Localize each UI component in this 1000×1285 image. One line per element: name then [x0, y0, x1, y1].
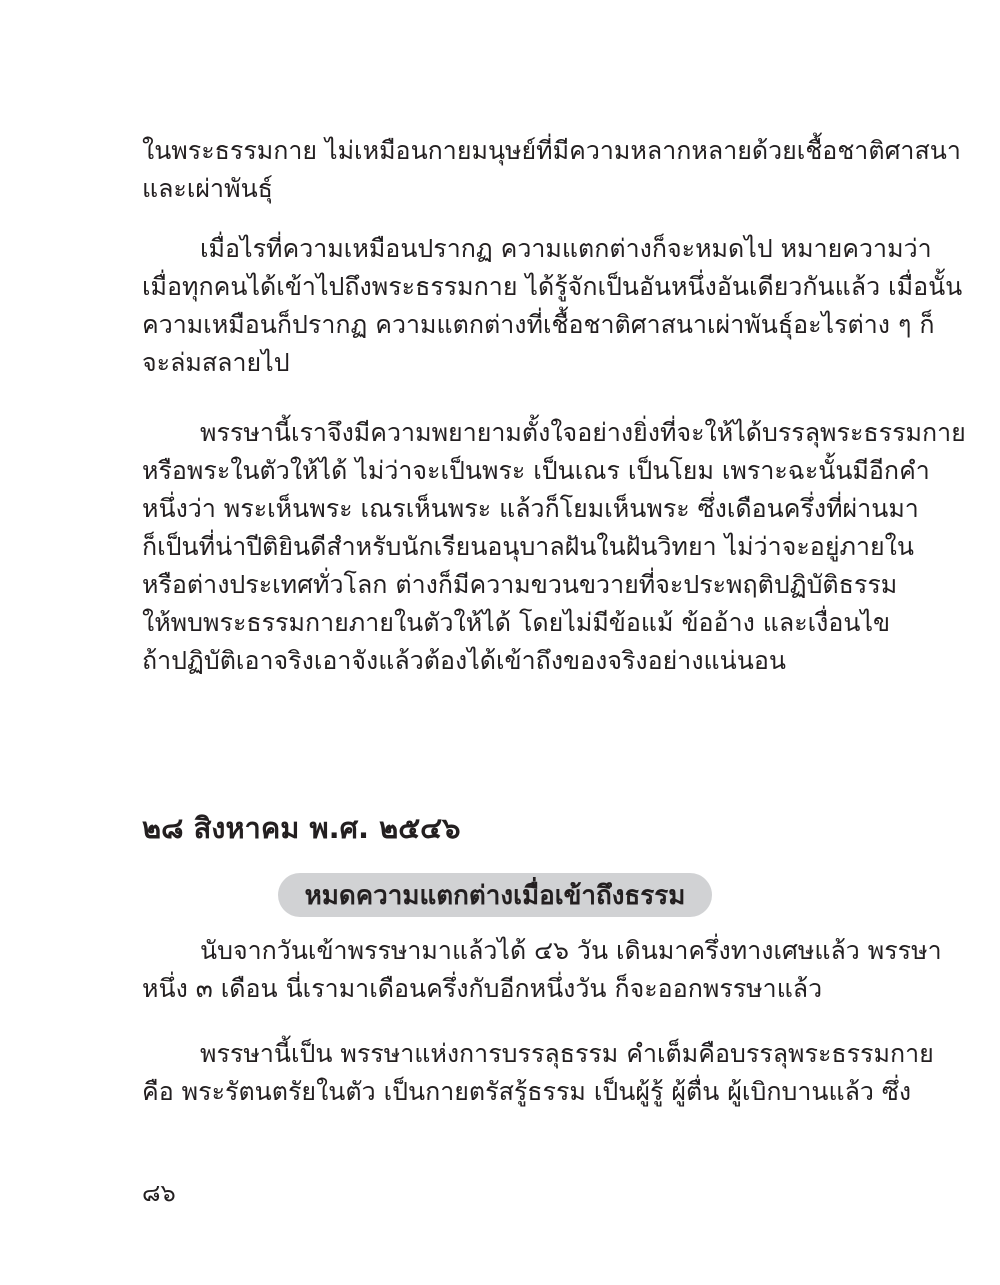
text-line: ถ้าปฏิบัติเอาจริงเอาจังแล้วต้องได้เข้าถึงของจริงอย่างแน่นอน: [142, 646, 786, 675]
page-number: ๘๖: [142, 1179, 176, 1207]
text-line: หรือต่างประเทศทั่วโลก ต่างก็มีความขวนขวายที่จะประพฤติปฏิบัติธรรม: [142, 570, 898, 599]
text-line: หนึ่ง ๓ เดือน นี่เรามาเดือนครึ่งกับอีกหนึ่งวัน ก็จะออกพรรษาแล้ว: [142, 974, 823, 1003]
text-line: เมื่อทุกคนได้เข้าไปถึงพระธรรมกาย ได้รู้จักเป็นอันหนึ่งอันเดียวกันแล้ว เมื่อนั้น: [142, 272, 963, 301]
text-line: ในพระธรรมกาย ไม่เหมือนกายมนุษย์ที่มีความหลากหลายด้วยเชื้อชาติศาสนา: [142, 136, 961, 165]
text-line: ให้พบพระธรรมกายภายในตัวให้ได้ โดยไม่มีข้อแม้ ข้ออ้าง และเงื่อนไข: [142, 608, 891, 637]
text-line: ความเหมือนก็ปรากฏ ความแตกต่างที่เชื้อชาติศาสนาเผ่าพันธุ์อะไรต่าง ๆ ก็: [142, 310, 935, 339]
text-line: พรรษานี้เป็น พรรษาแห่งการบรรลุธรรม คำเต็มคือบรรลุพระธรรมกาย: [200, 1039, 934, 1068]
section-title: [278, 873, 712, 917]
text-line: จะล่มสลายไป: [142, 348, 290, 377]
paragraph: [142, 1035, 934, 1111]
text-line: พรรษานี้เราจึงมีความพยายามตั้งใจอย่างยิ่งที่จะให้ได้บรรลุพระธรรมกาย: [200, 418, 966, 447]
paragraph: [142, 132, 961, 208]
text-line: เมื่อไรที่ความเหมือนปรากฏ ความแตกต่างก็จะหมดไป หมายความว่า: [200, 234, 932, 263]
text-line: หรือพระในตัวให้ได้ ไม่ว่าจะเป็นพระ เป็นเณร เป็นโยม เพราะฉะนั้นมีอีกคำ: [142, 456, 930, 485]
text-line: นับจากวันเข้าพรรษามาแล้วได้ ๔๖ วัน เดินมาครึ่งทางเศษแล้ว พรรษา: [200, 936, 942, 965]
paragraph: [142, 414, 966, 680]
text-line: คือ พระรัตนตรัยในตัว เป็นกายตรัสรู้ธรรม เป็นผู้รู้ ผู้ตื่น ผู้เบิกบานแล้ว ซึ่ง: [142, 1077, 912, 1106]
text-line: ก็เป็นที่น่าปีติยินดีสำหรับนักเรียนอนุบาลฝันในฝันวิทยา ไม่ว่าจะอยู่ภายใน: [142, 532, 914, 561]
paragraph: [142, 932, 942, 1008]
text-line: หนึ่งว่า พระเห็นพระ เณรเห็นพระ แล้วก็โยมเห็นพระ ซึ่งเดือนครึ่งที่ผ่านมา: [142, 494, 919, 523]
text-line: และเผ่าพันธุ์: [142, 174, 273, 203]
section-title-text: หมดความแตกต่างเมื่อเข้าถึงธรรม: [304, 880, 686, 911]
paragraph: [142, 230, 963, 382]
date-heading: ๒๘ สิงหาคม พ.ศ. ๒๕๔๖: [142, 811, 461, 845]
